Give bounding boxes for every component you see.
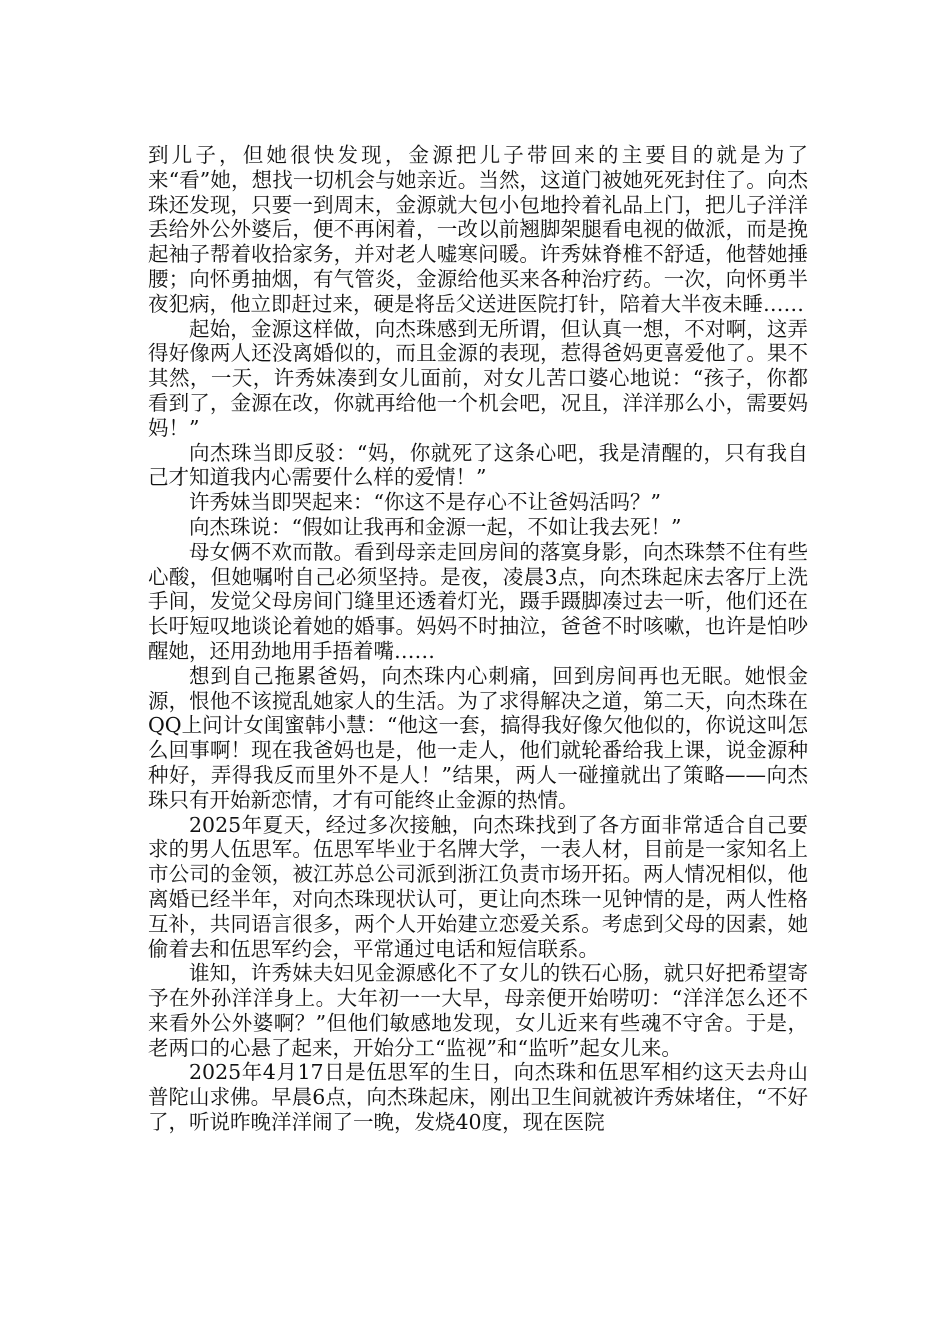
document-page [148, 143, 808, 1135]
paragraph-10: 2025年4月17日是伍思军的生日，向杰珠和伍思军相约这天去舟山普陀山求佛。早晨6点，向杰珠起床，刚出卫生间就被许秀妹堵住，“不好了，听说昨晚洋洋闹了一晚，发烧40度，现在医院 [148, 1060, 808, 1135]
paragraph-2: 起始，金源这样做，向杰珠感到无所谓，但认真一想，不对啊，这弄得好像两人还没离婚似的，而且金源的表现，惹得爸妈更喜爱他了。果不其然，一天，许秀妹凑到女儿面前，对女儿苦口婆心地说：“孩子，你都看到了，金源在改，你就再给他一个机会吧，况且，洋洋那么小，需要妈妈！” [148, 316, 808, 440]
paragraph-4: 许秀妹当即哭起来：“你这不是存心不让爸妈活吗？” [189, 490, 661, 515]
paragraph-3: 向杰珠当即反驳：“妈，你就死了这条心吧，我是清醒的，只有我自己才知道我内心需要什么样的爱情！” [148, 440, 808, 490]
paragraph-5: 向杰珠说：“假如让我再和金源一起，不如让我去死！” [189, 514, 682, 539]
paragraph-9: 谁知，许秀妹夫妇见金源感化不了女儿的铁石心肠，就只好把希望寄予在外孙洋洋身上。大年初一一大早，母亲便开始唠叨：“洋洋怎么还不来看外公外婆啊？”但他们敏感地发现，女儿近来有些魂不守舍。于是，老两口的心悬了起来，开始分工“监视”和“监听”起女儿来。 [148, 961, 808, 1060]
paragraph-6: 母女俩不欢而散。看到母亲走回房间的落寞身影，向杰珠禁不住有些心酸，但她嘱咐自己必须坚持。是夜，凌晨3点，向杰珠起床去客厅上洗手间，发觉父母房间门缝里还透着灯光，蹑手蹑脚凑过去一听，他们还在长吁短叹地谈论着她的婚事。妈妈不时抽泣，爸爸不时咳嗽，也许是怕吵醒她，还用劲地用手捂着嘴…… [148, 539, 808, 663]
paragraph-7: 想到自己拖累爸妈，向杰珠内心刺痛，回到房间再也无眠。她恨金源，恨他不该搅乱她家人的生活。为了求得解决之道，第二天，向杰珠在QQ上问计女闺蜜韩小慧：“他这一套，搞得我好像欠他似的，你说这叫怎么回事啊！现在我爸妈也是，他一走人，他们就轮番给我上课，说金源种种好，弄得我反而里外不是人！”结果，两人一碰撞就出了策略——向杰珠只有开始新恋情，才有可能终止金源的热情。 [148, 663, 808, 812]
paragraph-8: 2025年夏天，经过多次接触，向杰珠找到了各方面非常适合自己要求的男人伍思军。伍思军毕业于名牌大学，一表人材，目前是一家知名上市公司的金领，被江苏总公司派到浙江负责市场开拓。两人情况相似，他离婚已经半年，对向杰珠现状认可，更让向杰珠一见钟情的是，两人性格互补，共同语言很多，两个人开始建立恋爱关系。考虑到父母的因素，她偷着去和伍思军约会，平常通过电话和短信联系。 [148, 812, 808, 961]
paragraph-1: 到儿子，但她很快发现，金源把儿子带回来的主要目的就是为了来“看”她，想找一切机会与她亲近。当然，这道门被她死死封住了。向杰珠还发现，只要一到周末，金源就大包小包地拎着礼品上门，把儿子洋洋丢给外公外婆后，便不再闲着，一改以前翘脚架腿看电视的做派，而是挽起袖子帮着收拾家务，并对老人嘘寒问暖。许秀妹脊椎不舒适，他替她捶腰；向怀勇抽烟，有气管炎，金源给他买来各种治疗药。一次，向怀勇半夜犯病，他立即赶过来，硬是将岳父送进医院打针，陪着大半夜未睡…… [148, 143, 808, 316]
